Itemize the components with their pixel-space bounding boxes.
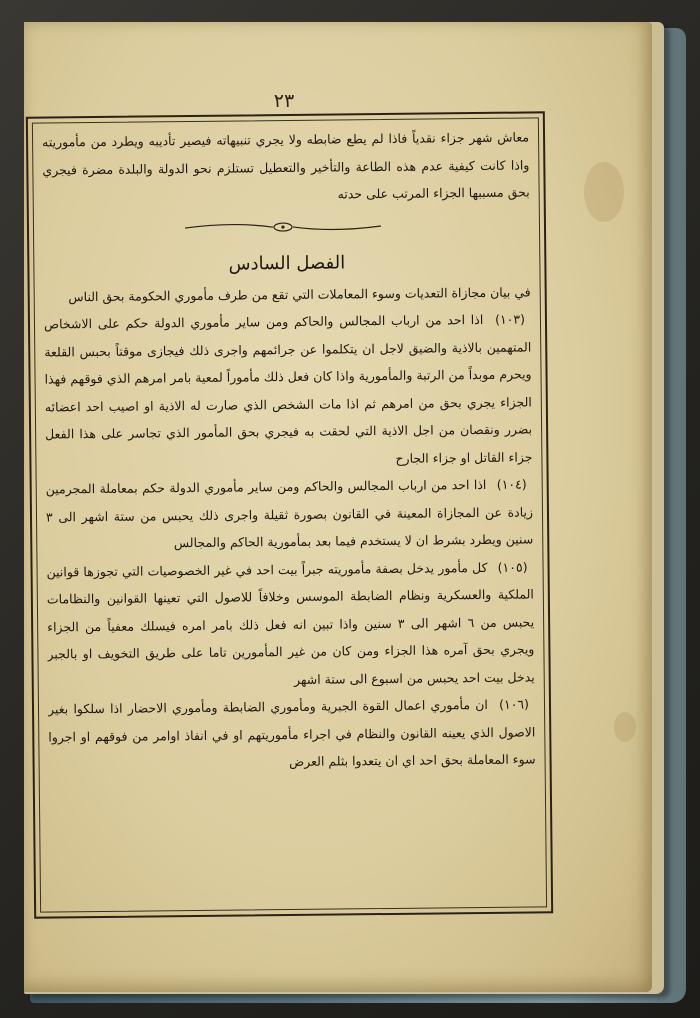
section-divider-ornament [43, 210, 530, 243]
page-edge [24, 22, 664, 994]
paper-stain [584, 162, 624, 222]
divider-ornament-icon [183, 218, 383, 236]
opening-paragraph: معاش شهر جزاء نقدياً فاذا لم يطع ضابطه ولا يجري تنبيهاته فيصير تأديبه ويطرد من مأموريته واذا كانت كيفية عدم هذه الطاعة والتأخير والتعطيل تستلزم نحو الدولة والبلدة مضرة فيجري بحق مسببها الجزاء المرتب على حدته [42, 129, 530, 202]
article-number: (١٠٦) [498, 696, 530, 712]
article-number: (١٠٤) [496, 476, 527, 492]
page-number: ٢٣ [273, 90, 295, 112]
book-page [24, 22, 652, 992]
article-105 [46, 553, 534, 696]
article-text: كل مأمور يدخل بصفة مأموريته جبراً بيت احد في غير الخصوصيات التي تجوزها قوانين الملكية والعسكرية ونظام الضابطة الموسس وخلافاً للاصول التي تعينها القوانين والنظامات يحبس من ٦ اشهر الى ٣ سنين واذا تبين انه فعل ذلك بامر امره فيسلك معفياً من الجزاء ويجري بحق آمره هذا الجزاء ومن كان من غير المأمورين تاما على طريق التخويف او بالجبر يدخل بيت احد يحبس من اسبوع الى ستة اشهر [46, 559, 535, 687]
article-106 [48, 690, 536, 778]
page-body [42, 123, 537, 908]
article-text: اذا احد من ارباب المجالس والحاكم ومن ساير مأموري الدولة حكم بمعاملة المجرمين زيادة عن المجازاة المعينة في القانون بصورة ثقيلة واجرى ذلك يحبس من ستة اشهر الى ٣ سنين ويطرد بشرط ان لا يستخدم فيما بعد بمأمورية الحاكم والمجالس [45, 476, 534, 551]
chapter-subtitle: في بيان مجازاة التعديات وسوء المعاملات التي تقع من طرف مأموري الحكومة بحق الناس [68, 283, 531, 304]
paper-stain [614, 712, 636, 742]
article-text: ان مأموري اعمال القوة الجبرية ومأموري الضابطة ومأموري الاحضار اذا سلكوا بغير الاصول الذي يعينه القانون والنظام في اجراء مأموريتهم او في انفاذ اوامر من فوقهم او اجروا سوء المعاملة بحق احد اي ان يتعدوا بثلم العرض [47, 696, 536, 770]
article-number: (١٠٥) [497, 559, 528, 575]
article-number: (١٠٣) [494, 311, 526, 327]
text-frame [26, 111, 553, 918]
article-104 [46, 470, 534, 558]
article-103 [44, 305, 533, 475]
chapter-title: الفصل السادس [228, 251, 346, 275]
article-text: اذا احد من ارباب المجالس والحاكم ومن ساير مأموري الدولة حكم على الاشخاص المتهمين بالاذية والضيق لاجل ان يتكلموا عن جرائمهم واجرى ذلك فيجازى موقتاً بحبس القلعة ويحرم موبداً من الرتبة والمأمورية واذا كان فعل ذلك مأموراً لمعية بامر امرهم الذي فوقهم فهذا الجزاء يجري بحق من امرهم ثم اذا مات الشخص الذي صارت له الاذية او اصيب احد اعضائه بضرر ونقصان من اجل الاذية التي لحقت به فيجري بحق المأمور الذي تجاسر على هذا الفعل جزاء القاتل او جزاء الجارح [43, 311, 533, 466]
